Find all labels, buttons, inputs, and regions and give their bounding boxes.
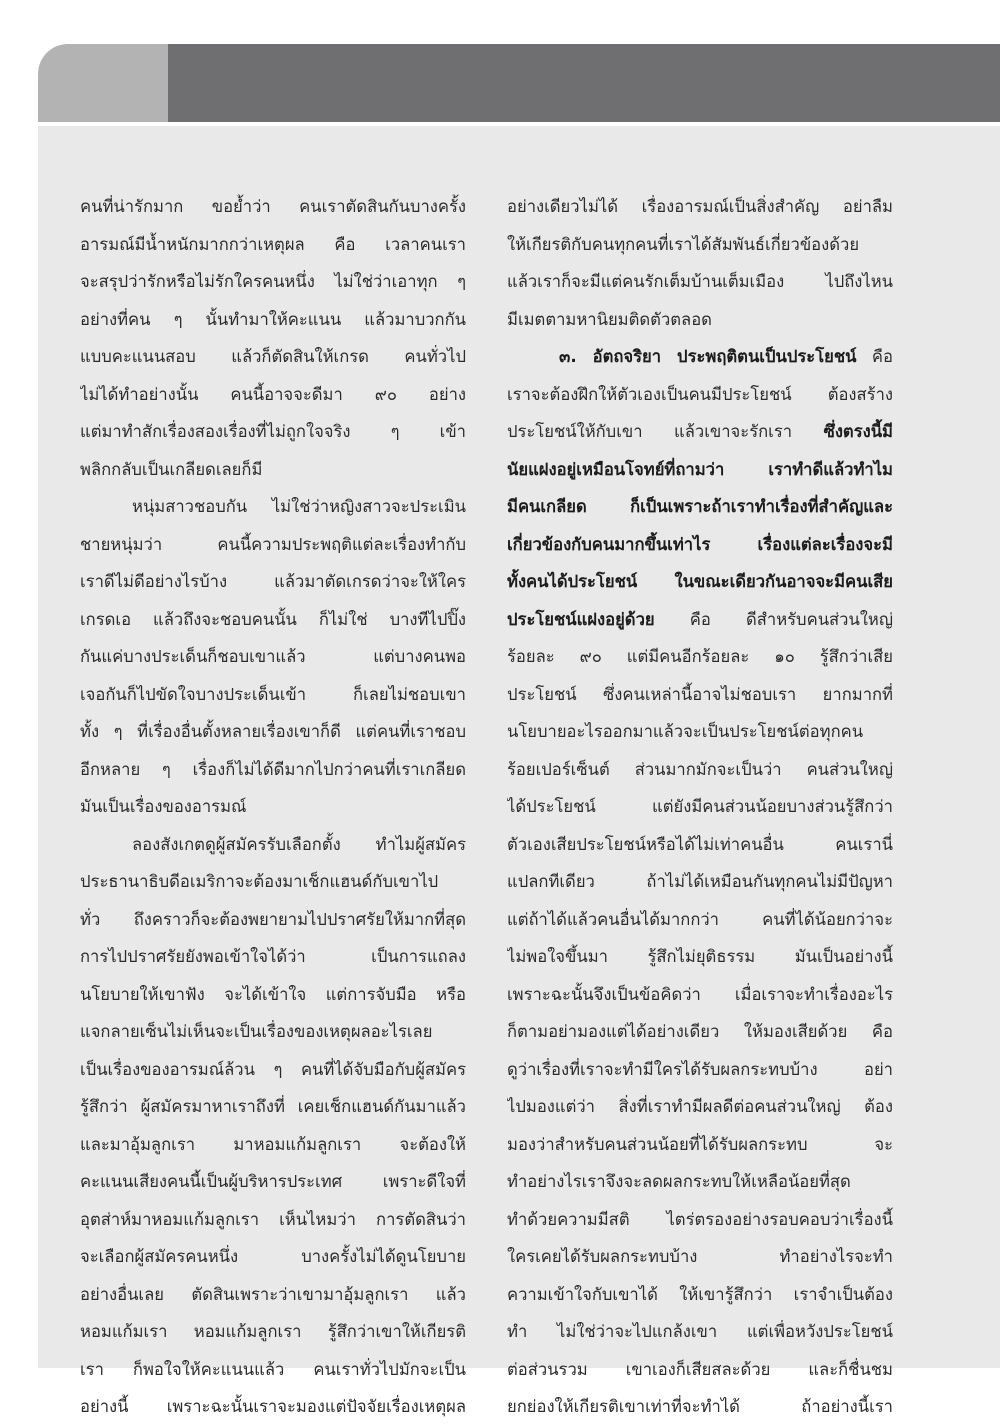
header-tab — [38, 44, 168, 122]
text-segment: ประโยชน์ให้กับเขา แล้วเขาจะรักเรา — [507, 422, 793, 441]
text-line: ทำด้วยความมีสติ ไตร่ตรองอย่างรอบคอบว่าเรื่องนี้ — [507, 1209, 893, 1229]
text-line: และมาอุ้มลูกเรา มาหอมแก้มลูกเรา จะต้องให้ — [80, 1134, 466, 1154]
text-line: หอมแก้มเรา หอมแก้มลูกเรา รู้สึกว่าเขาให้เกียรติ — [80, 1322, 466, 1341]
text-line: ทั่ว ถึงคราวก็จะต้องพยายามไปปราศรัยให้มากที่สุด — [80, 909, 466, 929]
text-line: แบบคะแนนสอบ แล้วก็ตัดสินให้เกรด คนทั่วไป — [80, 347, 466, 366]
text-line: ให้เกียรติกับคนทุกคนที่เราได้สัมพันธ์เกี่ยวข้องด้วย — [507, 234, 860, 254]
text-line: ก็ตามอย่ามองแต่ได้อย่างเดียว ให้มองเสียด้วย คือ — [507, 1022, 893, 1041]
text-line: เราจะต้องฝึกให้ตัวเองเป็นคนมีประโยชน์ ต้องสร้าง — [507, 384, 893, 404]
text-segment: คือ ดีสำหรับคนส่วนใหญ่ — [689, 609, 893, 629]
text-line: เพราะฉะนั้นจึงเป็นข้อคิดว่า เมื่อเราจะทำเรื่องอะไร — [507, 984, 893, 1004]
text-line: ความเข้าใจกับเขาได้ ให้เขารู้สึกว่า เราจำเป็นต้อง — [507, 1284, 893, 1304]
text-line: เจอกันก็ไปขัดใจบางประเด็นเข้า ก็เลยไม่ชอบเขา — [80, 684, 466, 704]
bold-text-line: มีคนเกลียด ก็เป็นเพราะถ้าเราทำเรื่องที่สำคัญและ — [507, 497, 893, 516]
text-line: แต่ถ้าได้แล้วคนอื่นได้มากกว่า คนที่ได้น้อยกว่าจะ — [507, 909, 893, 929]
text-line: ใครเคยได้รับผลกระทบบ้าง ทำอย่างไรจะทำ — [507, 1247, 893, 1266]
text-line: ทั้ง ๆ ที่เรื่องอื่นตั้งหลายเรื่องเขาก็ดี แต่คนที่เราชอบ — [80, 722, 466, 741]
text-line: จะสรุปว่ารักหรือไม่รักใครคนหนึ่ง ไม่ใช่ว่าเอาทุก ๆ — [80, 272, 466, 291]
text-line: พลิกกลับเป็นเกลียดเลยก็มี — [80, 459, 263, 479]
text-line: ไม่ได้ทำอย่างนั้น คนนี้อาจจะดีมา ๙๐ อย่าง — [80, 384, 466, 404]
text-line: ตัวเองเสียประโยชน์หรือได้ไม่เท่าคนอื่น คนเรานี่ — [507, 834, 893, 854]
text-line: คะแนนเสียงคนนี้เป็นผู้บริหารประเทศ เพราะดีใจที่ — [80, 1172, 466, 1191]
text-line-mixed — [507, 601, 893, 639]
text-segment: คือ — [871, 347, 893, 366]
right-text-column — [507, 188, 893, 1426]
page-header-band — [38, 44, 1000, 122]
text-line: อีกหลาย ๆ เรื่องก็ไม่ได้ดีมากไปกว่าคนที่เราเกลียด — [80, 759, 466, 779]
text-line: ยกย่องให้เกียรติเขาเท่าที่จะทำได้ ถ้าอย่างนี้เรา — [507, 1397, 893, 1416]
section-heading: ๓. อัตถจริยา ประพฤติตนเป็นประโยชน์ — [559, 347, 857, 366]
bold-text-line: ทั้งคนได้ประโยชน์ ในขณะเดียวกันอาจจะมีคนเสีย — [507, 572, 893, 591]
text-line: แต่มาทำสักเรื่องสองเรื่องที่ไม่ถูกใจจริง ๆ เข้า — [80, 422, 466, 441]
text-line: เป็นเรื่องของอารมณ์ล้วน ๆ คนที่ได้จับมือกับผู้สมัคร — [80, 1059, 466, 1079]
text-line: มันเป็นเรื่องของอารมณ์ — [80, 797, 247, 816]
text-line: อย่างเดียวไม่ได้ เรื่องอารมณ์เป็นสิ่งสำคัญ อย่าลืม — [507, 197, 893, 216]
header-bar — [168, 44, 1000, 122]
text-line: ประธานาธิบดีอเมริกาจะต้องมาเช็กแฮนด์กับเขาไป — [80, 872, 439, 891]
bold-segment: ซึ่งตรงนี้มี — [823, 422, 893, 441]
text-line: ต่อส่วนรวม เขาเองก็เสียสละด้วย และก็ชื่นชม — [507, 1359, 893, 1379]
text-line: อย่างที่คน ๆ นั้นทำมาให้คะแนน แล้วมาบวกกัน — [80, 309, 466, 329]
text-line: ดูว่าเรื่องที่เราจะทำมีใครได้รับผลกระทบบ้าง อย่า — [507, 1059, 893, 1079]
text-line: เราดีไม่ดีอย่างไรบ้าง แล้วมาตัดเกรดว่าจะให้ใคร — [80, 572, 466, 591]
text-line: แปลกทีเดียว ถ้าไม่ได้เหมือนกันทุกคนไม่มีปัญหา — [507, 872, 893, 891]
paragraph-first-line: หนุ่มสาวชอบกัน ไม่ใช่ว่าหญิงสาวจะประเมิน — [132, 497, 466, 516]
text-line-mixed — [507, 413, 893, 451]
text-line: อย่างนี้ เพราะฉะนั้นเราจะมองแต่ปัจจัยเรื่องเหตุผล — [80, 1397, 466, 1416]
text-line: การไปปราศรัยยังพอเข้าใจได้ว่า เป็นการแถลง — [80, 947, 466, 966]
bold-text-line: เกี่ยวข้องกับคนมากขึ้นเท่าไร เรื่องแต่ละเรื่องจะมี — [507, 534, 893, 554]
text-line: ได้ประโยชน์ แต่ยังมีคนส่วนน้อยบางส่วนรู้สึกว่า — [507, 797, 893, 816]
text-line: อย่างอื่นเลย ตัดสินเพราะว่าเขามาอุ้มลูกเรา แล้ว — [80, 1284, 466, 1304]
text-line: นโยบายให้เขาฟัง จะได้เข้าใจ แต่การจับมือ หรือ — [80, 984, 466, 1004]
text-line: นโยบายอะไรออกมาแล้วจะเป็นประโยชน์ต่อทุกคน — [507, 722, 864, 741]
paragraph-first-line: ลองสังเกตดูผู้สมัครรับเลือกตั้ง ทำไมผู้สมัคร — [132, 834, 466, 854]
text-line: ไปมองแต่ว่า สิ่งที่เราทำมีผลดีต่อคนส่วนใหญ่ ต้อง — [507, 1097, 893, 1116]
bold-text-line: นัยแฝงอยู่เหมือนโจทย์ที่ถามว่า เราทำดีแล้วทำไม — [507, 459, 893, 479]
text-line: กันแค่บางประเด็นก็ชอบเขาแล้ว แต่บางคนพอ — [80, 647, 466, 666]
bold-segment: ประโยชน์แฝงอยู่ด้วย — [507, 609, 655, 629]
text-line: มีเมตตามหานิยมติดตัวตลอด — [507, 309, 712, 329]
text-line: คนที่น่ารักมาก ขอย้ำว่า คนเราตัดสินกันบางครั้ง — [80, 197, 466, 216]
text-line: เรา ก็พอใจให้คะแนนแล้ว คนเราทั่วไปมักจะเป็น — [80, 1359, 466, 1379]
text-line: จะเลือกผู้สมัครคนหนึ่ง บางครั้งไม่ได้ดูนโยบาย — [80, 1247, 466, 1266]
text-line: ไม่พอใจขึ้นมา รู้สึกไม่ยุติธรรม มันเป็นอย่างนี้ — [507, 947, 893, 966]
text-line: แล้วเราก็จะมีแต่คนรักเต็มบ้านเต็มเมือง ไปถึงไหน — [507, 272, 893, 291]
section-heading-line — [507, 338, 893, 376]
text-line: อุตส่าห์มาหอมแก้มลูกเรา เห็นไหมว่า การตัดสินว่า — [80, 1209, 466, 1229]
text-line: มองว่าสำหรับคนส่วนน้อยที่ได้รับผลกระทบ จะ — [507, 1134, 893, 1154]
text-line: ประโยชน์ ซึ่งคนเหล่านี้อาจไม่ชอบเรา ยากมากที่ — [507, 684, 893, 704]
text-line: ทำอย่างไรเราจึงจะลดผลกระทบให้เหลือน้อยที่สุด — [507, 1172, 851, 1191]
text-line: เกรดเอ แล้วถึงจะชอบคนนั้น ก็ไม่ใช่ บางทีไปปิ๊ง — [80, 609, 466, 629]
text-line: อารมณ์มีน้ำหนักมากกว่าเหตุผล คือ เวลาคนเรา — [80, 234, 466, 254]
text-line: ชายหนุ่มว่า คนนี้ความประพฤติแต่ละเรื่องทำกับ — [80, 534, 466, 554]
text-line: ร้อยเปอร์เซ็นต์ ส่วนมากมักจะเป็นว่า คนส่วนใหญ่ — [507, 759, 893, 779]
text-line: ทำ ไม่ใช่ว่าจะไปแกล้งเขา แต่เพื่อหวังประโยชน์ — [507, 1322, 893, 1341]
text-line: ร้อยละ ๙๐ แต่มีคนอีกร้อยละ ๑๐ รู้สึกว่าเสีย — [507, 647, 893, 666]
text-line: แจกลายเซ็นไม่เห็นจะเป็นเรื่องของเหตุผลอะไรเลย — [80, 1022, 433, 1041]
text-line: รู้สึกว่า ผู้สมัครมาหาเราถึงที่ เคยเช็กแฮนด์กันมาแล้ว — [80, 1097, 466, 1116]
left-text-column — [80, 188, 466, 1426]
